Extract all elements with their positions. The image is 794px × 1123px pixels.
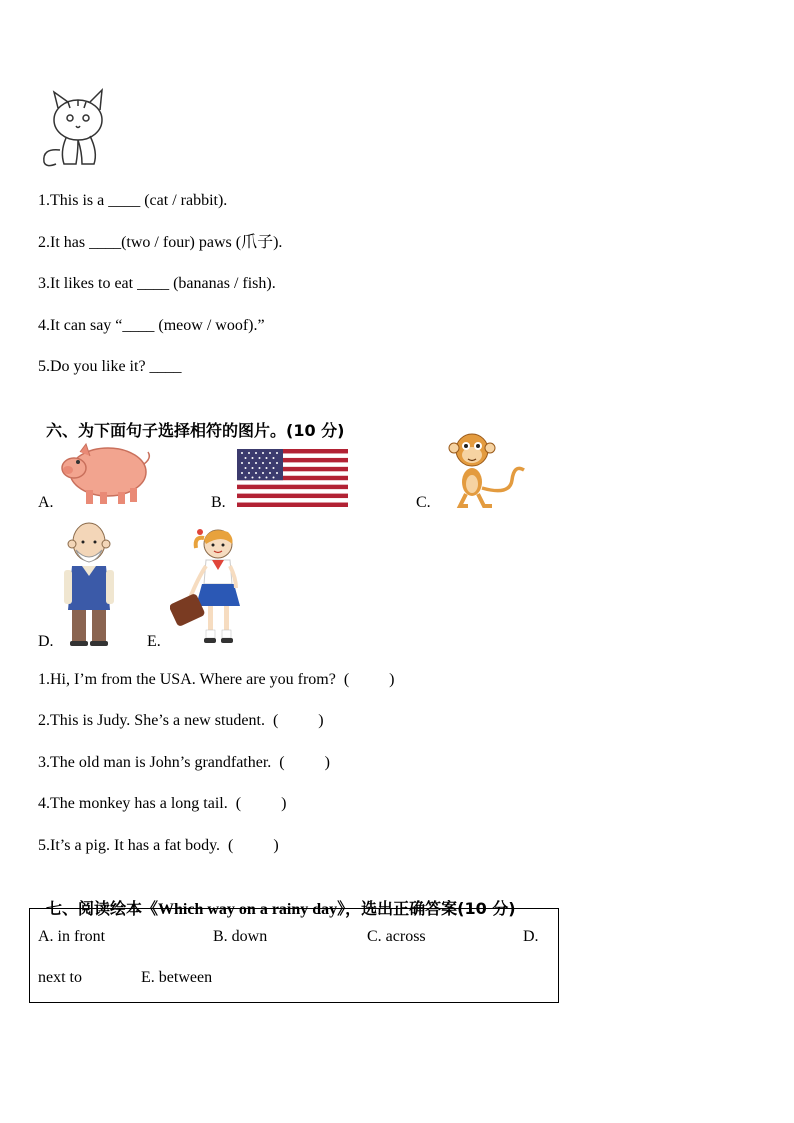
word-box (29, 908, 559, 1003)
word-option-d-continued: next to (38, 969, 82, 986)
cat-question-5: 5.Do you like it? ____ (38, 358, 182, 375)
girl-student-icon (170, 526, 250, 646)
word-option-d: D. (523, 928, 539, 945)
section-6-question-2: 2.This is Judy. She’s a new student. ( ) (38, 712, 324, 729)
cat-question-3: 3.It likes to eat ____ (bananas / fish). (38, 275, 276, 292)
word-option-b: B. down (213, 928, 268, 945)
cat-sketch-icon (38, 86, 110, 170)
section-6-heading-text: 六、为下面句子选择相符的图片。(10 分) (46, 421, 345, 440)
pig-icon (60, 438, 152, 508)
option-e-label: E. (147, 633, 161, 650)
word-option-e: E. between (141, 969, 213, 986)
usa-flag-icon (237, 449, 348, 507)
cat-question-4: 4.It can say “____ (meow / woof).” (38, 317, 265, 334)
monkey-icon (440, 430, 528, 508)
section-6-question-3: 3.The old man is John’s grandfather. ( ) (38, 754, 330, 771)
section-6-question-5: 5.It’s a pig. It has a fat body. ( ) (38, 837, 279, 854)
grandfather-icon (62, 520, 118, 648)
word-option-c: C. across (367, 928, 426, 945)
option-a-label: A. (38, 494, 54, 511)
option-c-label: C. (416, 494, 431, 511)
section-6-question-4: 4.The monkey has a long tail. ( ) (38, 795, 287, 812)
cat-question-1: 1.This is a ____ (cat / rabbit). (38, 192, 228, 209)
word-option-a: A. in front (38, 928, 106, 945)
option-d-label: D. (38, 633, 54, 650)
section-6-heading (38, 398, 344, 443)
option-b-label: B. (211, 494, 226, 511)
section-6-question-1: 1.Hi, I’m from the USA. Where are you from? ( ) (38, 671, 395, 688)
section-7-heading-suffix: 》，选出正确答案(10 分) (337, 899, 516, 918)
section-7-book-title: Which way on a rainy day (158, 901, 338, 918)
cat-question-2: 2.It has ____(two / four) paws (爪子). (38, 234, 283, 251)
section-7-heading-prefix: 七、阅读绘本《 (46, 899, 159, 918)
